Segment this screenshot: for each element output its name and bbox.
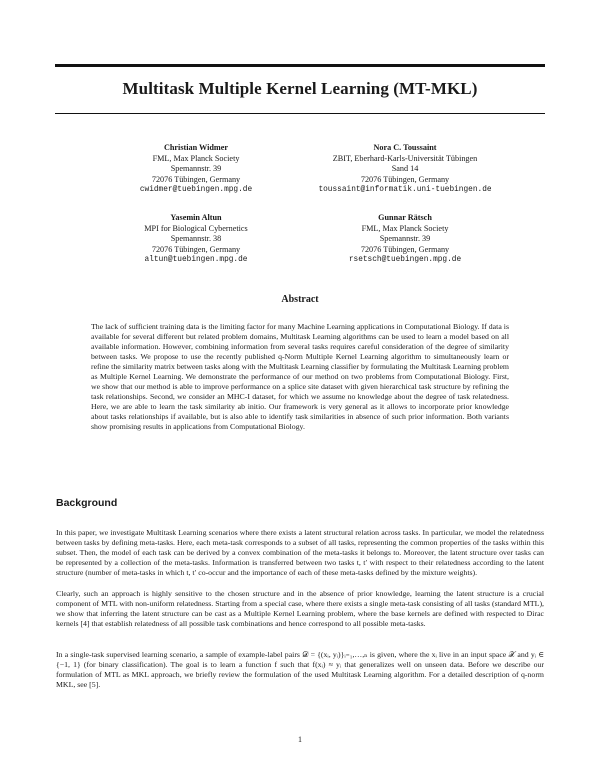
author-name: Yasemin Altun [170, 213, 222, 222]
author-block [285, 213, 525, 266]
author-email[interactable]: altun@tuebingen.mpg.de [144, 256, 248, 265]
author-street: Spemannstr. 39 [170, 164, 222, 174]
author-street: Spemannstr. 38 [170, 234, 222, 244]
author-block [76, 143, 316, 196]
abstract-text: The lack of sufficient training data is the limiting factor for many Machine Learning applications in Computational Biology. If data is available for several different but related problem domains, Multitask Learning algorithms can be used to learn a model based on all available information. However, combining information from several tasks requires careful consideration of the degree of similarity between tasks. We propose to use the recently published q-Norm Multiple Kernel Learning algorithm to simultaneously learn or refine the similarity matrix between tasks along with the Multitask Learning classifier by formulating the Multitask Learning problem as Multiple Kernel Learning. We demonstrate the performance of our method on two problems from Computational Biology. First, we show that our method is able to improve performance on a splice site dataset with given hierarchical task structure by refining the task relationships. Second, we consider an MHC-I dataset, for which we assume no knowledge about the degree of task relatedness. Here, we are able to learn the task similarity ab initio. Our framework is very general as it allows to incorporate prior knowledge about tasks relationships if available, but is also able to identify task similarities in absence of such prior information. Both variants show promising results in applications from Computational Biology. [91, 322, 509, 432]
section-heading: Background [56, 497, 118, 509]
author-city: 72076 Tübingen, Germany [151, 174, 241, 184]
author-street: Spemannstr. 39 [379, 234, 431, 244]
author-name: Christian Widmer [163, 143, 229, 152]
paper-title: Multitask Multiple Kernel Learning (MT-MKL) [122, 79, 478, 98]
author-city: 72076 Tübingen, Germany [360, 174, 450, 184]
body-paragraph: In this paper, we investigate Multitask Learning scenarios where there exists a latent structural relation across tasks. In particular, we model the relatedness between tasks by defining meta-tasks. Here, each meta-task corresponds to a subset of all tasks, representing the common properties of the tasks within this subset. Then, the model of each task can be derived by a convex combination of the meta-tasks it belongs to. Moreover, the latent structure over tasks can be represented by a collection of the meta-tasks. Information is transferred between two tasks t, t′ with respect to their relatedness according to the latent structure (number of meta-tasks in which t, t′ co-occur and the importance of each of these meta-tasks defined by the mixture weights). [56, 528, 544, 578]
author-city: 72076 Tübingen, Germany [360, 244, 450, 254]
author-email[interactable]: toussaint@informatik.uni-tuebingen.de [318, 186, 492, 195]
author-name: Nora C. Toussaint [373, 143, 437, 152]
bottom-rule [55, 113, 545, 114]
body-paragraph: Clearly, such an approach is highly sensitive to the chosen structure and in the absence of prior knowledge, learning the latent structure is a crucial component of MTL with non-uniform relatedness. Starting from a special case, where there exists a single meta-task consisting of all tasks (standard MTL), we show that inferring the latent structure can be cast as a Multiple Kernel Learning problem, where the base kernels are defined with respected to Dirac kernels [4] that establish relatedness of all possible task combinations and hence correspond to all possible meta-tasks. [56, 589, 544, 629]
author-block [76, 213, 316, 266]
abstract-heading: Abstract [281, 294, 319, 305]
author-street: Sand 14 [391, 164, 419, 174]
author-city: 72076 Tübingen, Germany [151, 244, 241, 254]
author-affiliation: FML, Max Planck Society [152, 153, 240, 163]
body-paragraph: In a single-task supervised learning scenario, a sample of example-label pairs 𝒟 = {(xᵢ, yᵢ)}ᵢ₌₁,…,ₙ is given, where the xᵢ live in an input space 𝒳 and yᵢ ∈ {−1, 1} (for binary classification). The goal is to learn a function f such that f(xᵢ) ≈ yᵢ that generalizes well on unseen data. Before we describe our formulation of MTL as MKL approach, we briefly review the formulation of the used Multitask Learning algorithm. For a detailed description of q-norm MKL, see [5]. [56, 650, 544, 690]
author-email[interactable]: rsetsch@tuebingen.mpg.de [348, 256, 462, 265]
author-email[interactable]: cwidmer@tuebingen.mpg.de [139, 186, 253, 195]
author-affiliation: ZBIT, Eberhard-Karls-Universität Tübingen [332, 153, 478, 163]
top-rule [55, 64, 545, 67]
author-name: Gunnar Rätsch [378, 213, 432, 222]
author-affiliation: FML, Max Planck Society [361, 223, 449, 233]
author-block [285, 143, 525, 196]
page-number: 1 [298, 735, 302, 744]
author-affiliation: MPI for Biological Cybernetics [144, 223, 248, 233]
